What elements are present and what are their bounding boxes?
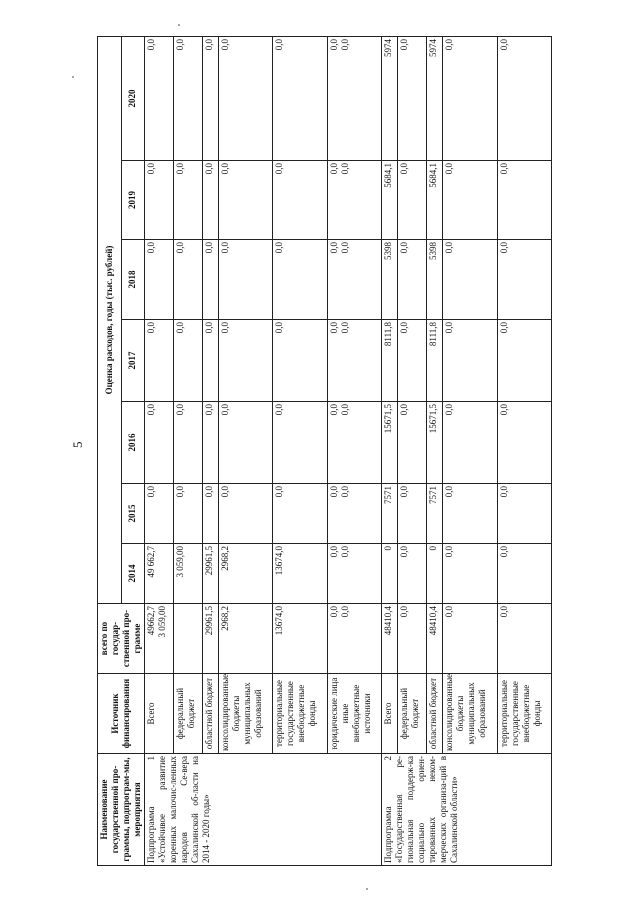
- year-value: 0,0: [339, 242, 350, 254]
- total-cell: 0,0: [497, 604, 551, 674]
- year-cell: 0,0: [219, 402, 273, 484]
- rotated-table-sheet: [97, 37, 542, 866]
- source-cell: федеральный бюджет: [173, 674, 202, 754]
- year-cell: 7571: [427, 484, 443, 544]
- year-cell: 5684,1: [427, 161, 443, 240]
- year-cell: [327, 240, 381, 320]
- total-value: 3 059,00: [157, 606, 167, 638]
- source-cell: консолидированные бюджеты муниципальных образований: [443, 674, 497, 754]
- year-cell: 0,0: [273, 320, 327, 402]
- year-cell: [327, 161, 381, 240]
- total-cell: [327, 604, 381, 674]
- year-value: 0,0: [339, 163, 350, 175]
- table-row: [398, 37, 427, 866]
- total-cell: 0,0: [443, 604, 497, 674]
- source-cell: Всего: [382, 674, 398, 754]
- year-value: 0,0: [328, 322, 339, 334]
- year-cell: 0,0: [145, 320, 174, 402]
- source-label: иные внебюджетные источники: [339, 684, 372, 743]
- year-cell: 3 059,00: [173, 544, 202, 604]
- year-cell: 15671,5: [382, 402, 398, 484]
- header-source: Источник финансирования: [98, 674, 145, 754]
- source-cell: территориальные государственные внебюджетные фонды: [497, 674, 551, 754]
- year-cell: 29961,5: [202, 544, 218, 604]
- total-cell: [145, 604, 174, 674]
- year-cell: 0,0: [219, 240, 273, 320]
- year-cell: 0,0: [219, 320, 273, 402]
- year-cell: 0,0: [173, 240, 202, 320]
- header-year: 2017: [121, 320, 145, 402]
- year-value: 0,0: [339, 404, 350, 416]
- source-cell: консолидированные бюджеты муниципальных образований: [219, 674, 273, 754]
- year-cell: 0,0: [202, 240, 218, 320]
- year-value: 0,0: [328, 546, 339, 558]
- year-cell: 0,0: [443, 37, 497, 161]
- year-cell: 0,0: [273, 240, 327, 320]
- total-value: 49662,7: [146, 606, 156, 636]
- year-cell: 0,0: [497, 37, 551, 161]
- scan-speck: [72, 76, 74, 78]
- total-cell: 48410,4: [427, 604, 443, 674]
- year-cell: 0,0: [443, 544, 497, 604]
- subprogram-2-title: Подпрограмма 2 «Государственная ре-гиональная поддерж-ка социально ориен-тированных неком-мерческих организа-ций в Сахалинской области»: [382, 754, 552, 866]
- year-value: 0,0: [328, 404, 339, 416]
- year-value: 0,0: [339, 486, 350, 498]
- year-value: 0,0: [328, 163, 339, 175]
- year-cell: 0,0: [398, 320, 427, 402]
- year-cell: 0,0: [398, 544, 427, 604]
- header-year: 2016: [121, 402, 145, 484]
- year-cell: 0,0: [398, 484, 427, 544]
- year-cell: 0,0: [497, 484, 551, 544]
- source-cell: [327, 674, 381, 754]
- year-cell: 0,0: [145, 161, 174, 240]
- year-cell: 0,0: [273, 484, 327, 544]
- year-cell: 0,0: [443, 320, 497, 402]
- year-cell: 13674,0: [273, 544, 327, 604]
- year-cell: 0,0: [173, 161, 202, 240]
- source-cell: Всего: [145, 674, 174, 754]
- year-value: 0,0: [328, 486, 339, 498]
- year-value: 0,0: [339, 546, 350, 558]
- year-cell: 0,0: [145, 37, 174, 161]
- header-year: 2014: [121, 544, 145, 604]
- year-cell: 0,0: [202, 161, 218, 240]
- year-cell: 0,0: [145, 484, 174, 544]
- year-cell: 0,0: [219, 484, 273, 544]
- table-row: [273, 37, 327, 866]
- year-cell: 0,0: [443, 161, 497, 240]
- year-cell: 0: [427, 544, 443, 604]
- year-cell: 0,0: [398, 402, 427, 484]
- header-year: 2015: [121, 484, 145, 544]
- total-cell: 2968,2: [219, 604, 273, 674]
- table-row: [382, 37, 398, 866]
- header-estimate: Оценка расходов, годы (тыс. рублей): [98, 37, 122, 604]
- year-cell: 0,0: [443, 484, 497, 544]
- year-value: 0,0: [328, 242, 339, 254]
- total-value: 0,0: [328, 606, 339, 618]
- scan-speck: [178, 24, 180, 26]
- header-name: Наименование государственной про-граммы, подпрограм-мы, мероприятия: [98, 754, 145, 866]
- header-total: всего по государ-ственной про-грамме: [98, 604, 145, 674]
- year-cell: 7571: [382, 484, 398, 544]
- year-cell: 0,0: [173, 484, 202, 544]
- year-cell: [327, 320, 381, 402]
- year-cell: 0,0: [273, 161, 327, 240]
- total-value: 0,0: [339, 606, 350, 618]
- year-cell: 0,0: [398, 37, 427, 161]
- source-cell: федеральный бюджет: [398, 674, 427, 754]
- table-row: [427, 37, 443, 866]
- year-cell: 0,0: [202, 37, 218, 161]
- budget-table: [97, 36, 552, 866]
- year-cell: 5974: [382, 37, 398, 161]
- year-cell: 49 662,7: [145, 544, 174, 604]
- year-cell: 8111,8: [382, 320, 398, 402]
- year-cell: 0,0: [145, 240, 174, 320]
- year-cell: 0,0: [202, 402, 218, 484]
- total-cell: 48410,4: [382, 604, 398, 674]
- year-cell: 15671,5: [427, 402, 443, 484]
- year-cell: 0,0: [398, 240, 427, 320]
- year-cell: [327, 484, 381, 544]
- table-row: [173, 37, 202, 866]
- year-cell: 5398: [382, 240, 398, 320]
- year-cell: 0,0: [497, 161, 551, 240]
- year-cell: 2968,2: [219, 544, 273, 604]
- table-row: [219, 37, 273, 866]
- source-cell: областной бюджет: [202, 674, 218, 754]
- source-cell: территориальные государственные внебюджетные фонды: [273, 674, 327, 754]
- source-cell: областной бюджет: [427, 674, 443, 754]
- scan-speck: [366, 888, 368, 890]
- header-year: 2019: [121, 161, 145, 240]
- year-cell: 0,0: [443, 240, 497, 320]
- source-label: юридические лица: [328, 677, 339, 750]
- year-cell: 0,0: [497, 402, 551, 484]
- year-cell: 0,0: [173, 402, 202, 484]
- year-cell: 0,0: [497, 320, 551, 402]
- empty-cell: [173, 604, 202, 674]
- year-cell: [327, 544, 381, 604]
- table-row: [145, 37, 174, 866]
- total-cell: 29961,5: [202, 604, 218, 674]
- year-cell: 0,0: [497, 544, 551, 604]
- year-cell: 0,0: [219, 37, 273, 161]
- year-cell: 5974: [427, 37, 443, 161]
- table-row: [327, 37, 381, 866]
- year-cell: 5398: [427, 240, 443, 320]
- year-cell: 0,0: [173, 37, 202, 161]
- year-cell: 0,0: [273, 402, 327, 484]
- total-cell: 13674,0: [273, 604, 327, 674]
- year-cell: 0: [382, 544, 398, 604]
- year-cell: 0,0: [202, 484, 218, 544]
- year-value: 0,0: [339, 322, 350, 334]
- year-cell: [327, 37, 381, 161]
- year-cell: 0,0: [443, 402, 497, 484]
- table-row: [202, 37, 218, 866]
- year-cell: 0,0: [202, 320, 218, 402]
- subprogram-1-title: Подпрограмма 1 «Устойчивое развитие коренных малочис-ленных народов Се-вера Сахалинской об-ласти на 2014 - 2020 годы»: [145, 754, 382, 866]
- year-cell: 8111,8: [427, 320, 443, 402]
- table-row: [443, 37, 497, 866]
- total-cell: 0,0: [398, 604, 427, 674]
- year-cell: 5684,1: [382, 161, 398, 240]
- year-value: 0,0: [328, 39, 339, 51]
- page-number: 5: [70, 441, 85, 448]
- year-cell: 0,0: [273, 37, 327, 161]
- table-row: [497, 37, 551, 866]
- year-cell: 0,0: [145, 402, 174, 484]
- header-year: 2018: [121, 240, 145, 320]
- header-year: 2020: [121, 37, 145, 161]
- year-cell: [327, 402, 381, 484]
- header-row-1: [98, 37, 122, 866]
- year-cell: 0,0: [173, 320, 202, 402]
- year-value: 0,0: [339, 39, 350, 51]
- year-cell: 0,0: [398, 161, 427, 240]
- year-cell: 0,0: [219, 161, 273, 240]
- year-cell: 0,0: [497, 240, 551, 320]
